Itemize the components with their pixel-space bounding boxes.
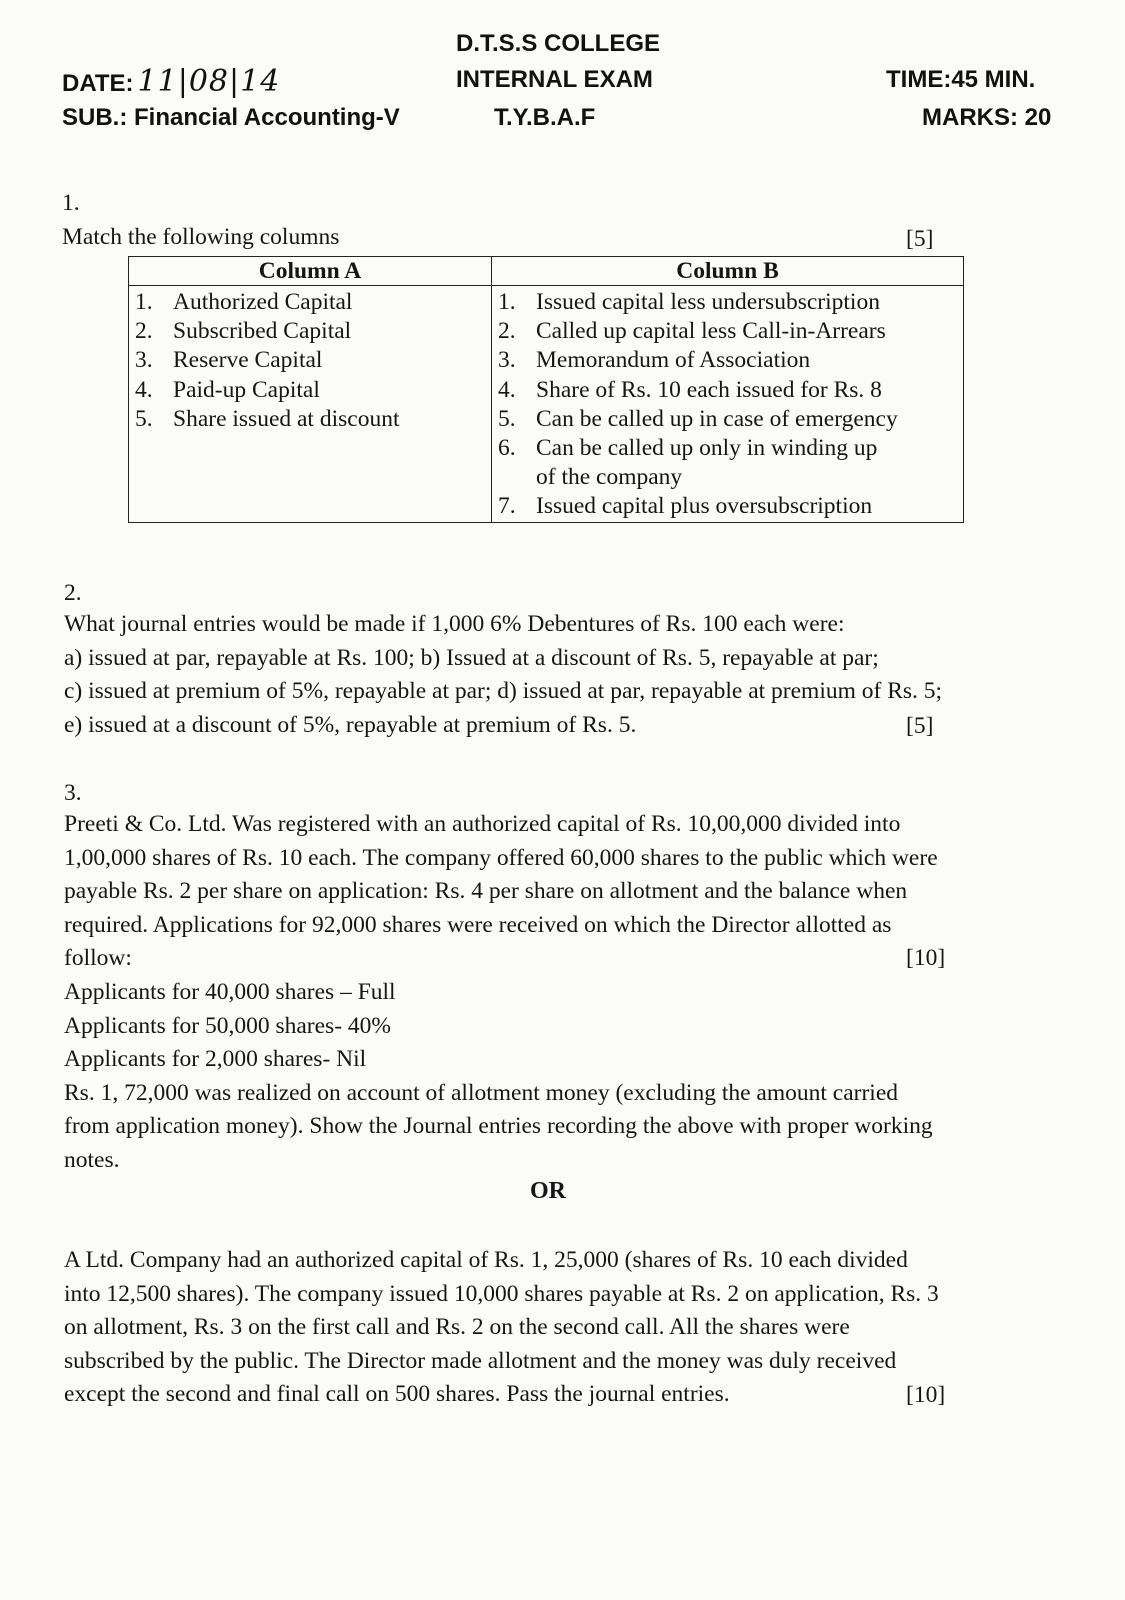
column-b-item: 4. Share of Rs. 10 each issued for Rs. 8 (498, 376, 882, 403)
question-3-alt-marks: [10] (906, 1382, 946, 1408)
question-3-alt-line: subscribed by the public. The Director made allotment and the money was duly received (64, 1347, 897, 1374)
question-2-line: e) issued at a discount of 5%, repayable at premium of Rs. 5. (64, 711, 637, 738)
question-3-line: payable Rs. 2 per share on application: Rs. 4 per share on allotment and the balance when (64, 878, 908, 905)
question-3-line: Applicants for 2,000 shares- Nil (64, 1046, 367, 1073)
exam-title: INTERNAL EXAM (456, 66, 653, 93)
question-3-line: follow: (64, 945, 132, 972)
question-3-line: Rs. 1, 72,000 was realized on account of allotment money (excluding the amount carried (64, 1079, 898, 1106)
date-handwritten-value: 11|08|14 (137, 64, 281, 99)
question-3-line: Preeti & Co. Ltd. Was registered with an authorized capital of Rs. 10,00,000 divided into (64, 811, 901, 837)
question-2-line: What journal entries would be made if 1,000 6% Debentures of Rs. 100 each were: (64, 611, 845, 637)
column-a-item: 3. Reserve Capital (135, 347, 323, 374)
question-3-marks: [10] (906, 945, 946, 971)
question-3-line: Applicants for 40,000 shares – Full (64, 978, 396, 1005)
question-2-number: 2. (64, 580, 82, 606)
question-3-alt-line: on allotment, Rs. 3 on the first call and Rs. 2 on the second call. All the shares were (64, 1314, 850, 1341)
question-3-line: from application money). Show the Journal entries recording the above with proper working (64, 1113, 933, 1140)
question-2-line: a) issued at par, repayable at Rs. 100; b) Issued at a discount of Rs. 5, repayable at par; (64, 644, 879, 671)
college-name: D.T.S.S COLLEGE (456, 30, 661, 57)
question-2-marks: [5] (906, 713, 934, 739)
column-b-item: 5. Can be called up in case of emergency (498, 405, 898, 432)
question-3-alt-line: A Ltd. Company had an authorized capital of Rs. 1, 25,000 (shares of Rs. 10 each divided (64, 1247, 908, 1273)
column-b-item: 6. Can be called up only in winding up of the company (498, 435, 878, 491)
date-label: DATE: (62, 70, 134, 97)
question-3-text (64, 808, 1074, 1178)
question-3-number: 3. (64, 780, 82, 806)
column-b-list (492, 286, 964, 523)
column-a-item: 5. Share issued at discount (135, 405, 400, 432)
question-3-alt-line: except the second and final call on 500 shares. Pass the journal entries. (64, 1381, 730, 1408)
question-2-line: c) issued at premium of 5%, repayable at par; d) issued at par, repayable at premium of Rs. 5; (64, 678, 943, 705)
column-b-item: 7. Issued capital plus oversubscription (498, 493, 873, 520)
question-3-line: Applicants for 50,000 shares- 40% (64, 1012, 391, 1039)
date-field (62, 64, 280, 99)
question-3-alt-line: into 12,500 shares). The company issued 10,000 shares payable at Rs. 2 on application, Rs. 3 (64, 1280, 939, 1307)
column-b-header: Column B (492, 257, 964, 286)
column-a-item: 4. Paid-up Capital (135, 376, 320, 403)
time-allowed: TIME:45 MIN. (886, 66, 1036, 93)
subject-title: SUB.: Financial Accounting-V (62, 104, 400, 131)
column-a-list (129, 286, 492, 523)
question-3-line: notes. (64, 1146, 120, 1173)
question-3-line: required. Applications for 92,000 shares were received on which the Director allotted as (64, 911, 892, 938)
column-a-item: 2. Subscribed Capital (135, 318, 352, 345)
question-1-number: 1. (62, 190, 80, 216)
or-separator: OR (530, 1178, 566, 1204)
column-b-item: 3. Memorandum of Association (498, 347, 811, 374)
column-b-item: 1. Issued capital less undersubscription (498, 289, 880, 315)
total-marks: MARKS: 20 (922, 104, 1052, 131)
column-a-header: Column A (129, 257, 492, 286)
question-1-instruction: Match the following columns (62, 224, 340, 250)
column-b-item: 2. Called up capital less Call-in-Arrears (498, 318, 886, 345)
class-name: T.Y.B.A.F (494, 104, 596, 131)
match-columns-table (128, 256, 964, 523)
question-3-line: 1,00,000 shares of Rs. 10 each. The company offered 60,000 shares to the public which were (64, 844, 938, 871)
column-a-item: 1. Authorized Capital (135, 289, 353, 315)
question-1-marks: [5] (906, 226, 934, 252)
